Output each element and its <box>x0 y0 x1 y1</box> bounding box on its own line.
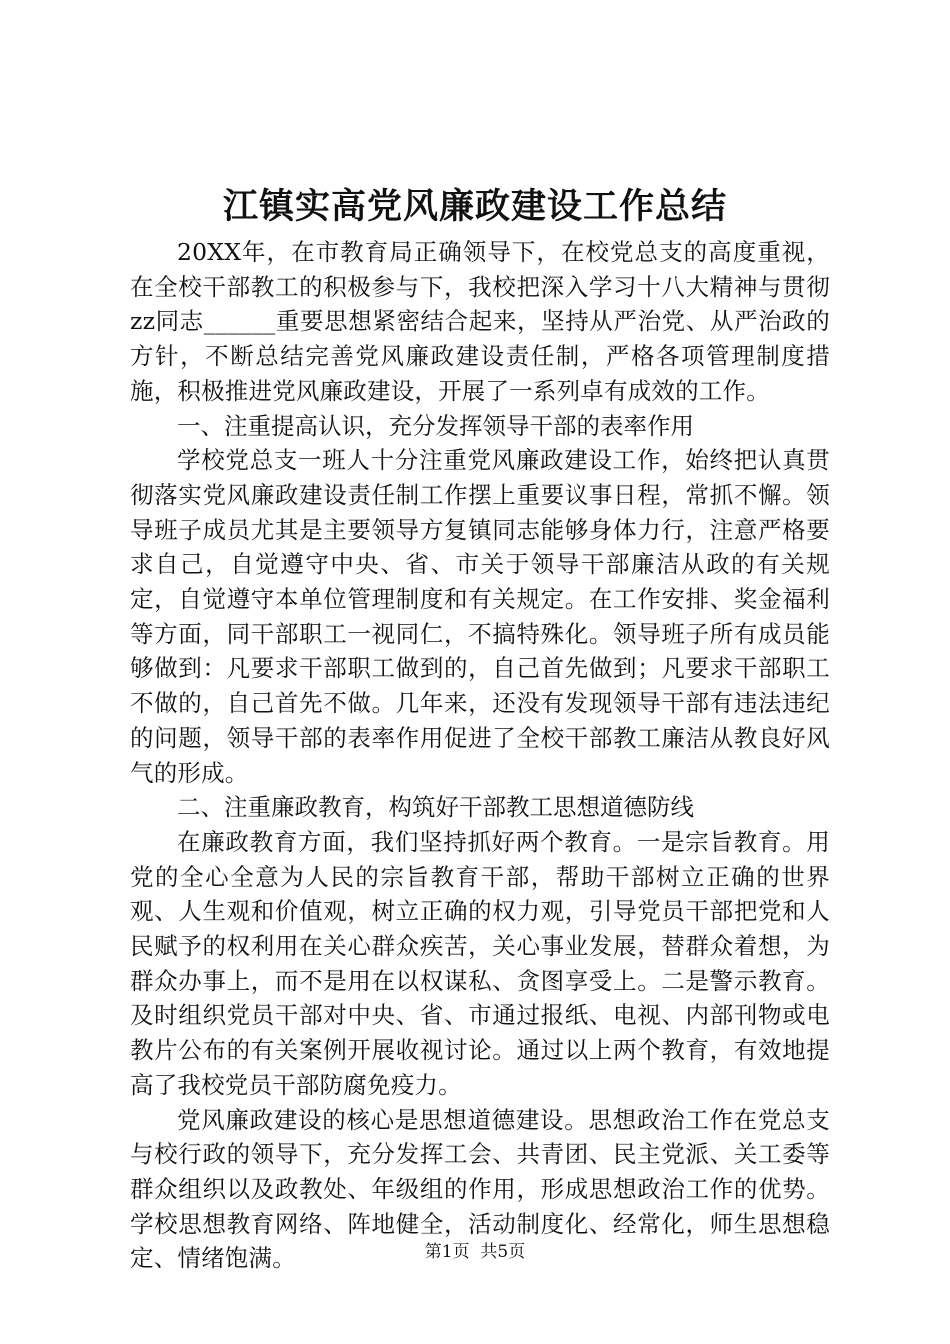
document-title: 江镇实高党风廉政建设工作总结 <box>222 186 727 227</box>
paragraph-section-1: 学校党总支一班人十分注重党风廉政建设工作，始终把认真贯彻落实党风廉政建设责任制工作摆上重要议事日程，常抓不懈。领导班子成员尤其是主要领导方复镇同志能够身体力行，注意严格要求自己，自觉遵守中央、省、市关于领导干部廉洁从政的有关规定，自觉遵守本单位管理制度和有关规定。在工作安排、奖金福利等方面，同干部职工一视同仁，不搞特殊化。领导班子所有成员能够做到：凡要求干部职工做到的，自己首先做到；凡要求干部职工不做的，自己首先不做。几年来，还没有发现领导干部有违法违纪的问题，领导干部的表率作用促进了全校干部教工廉洁从教良好风气的形成。 <box>130 446 830 787</box>
section-heading-2: 二、注重廉政教育，构筑好干部教工思想道德防线 <box>177 793 694 822</box>
page-number: 第1页 <box>424 1242 470 1262</box>
page-total: 共5页 <box>480 1242 526 1262</box>
paragraph-section-2b: 党风廉政建设的核心是思想道德建设。思想政治工作在党总支与校行政的领导下，充分发挥工会、共青团、民主党派、关工委等群众组织以及政教处、年级组的作用，形成思想政治工作的优势。学校思想教育网络、阵地健全，活动制度化、经常化，师生思想稳定、情绪饱满。 <box>130 1105 830 1273</box>
document-body <box>130 235 830 1276</box>
page-footer <box>0 1240 950 1264</box>
section-heading-1: 一、注重提高认识，充分发挥领导干部的表率作用 <box>177 411 694 440</box>
paragraph-section-2a: 在廉政教育方面，我们坚持抓好两个教育。一是宗旨教育。用党的全心全意为人民的宗旨教育干部，帮助干部树立正确的世界观、人生观和价值观，树立正确的权力观，引导党员干部把党和人民赋予的权利用在关心群众疾苦，关心事业发展，替群众着想，为群众办事上，而不是用在以权谋私、贪图享受上。二是警示教育。及时组织党员干部对中央、省、市通过报纸、电视、内部刊物或电教片公布的有关案例开展收视讨论。通过以上两个教育，有效地提高了我校党员干部防腐免疫力。 <box>130 827 830 1099</box>
paragraph-intro: 20XX年，在市教育局正确领导下，在校党总支的高度重视，在全校干部教工的积极参与下，我校把深入学习十八大精神与贯彻zz同志______重要思想紧密结合起来，坚持从严治党、从严治政的方针，不断总结完善党风廉政建设责任制，严格各项管理制度措施，积极推进党风廉政建设，开展了一系列卓有成效的工作。 <box>130 238 830 405</box>
